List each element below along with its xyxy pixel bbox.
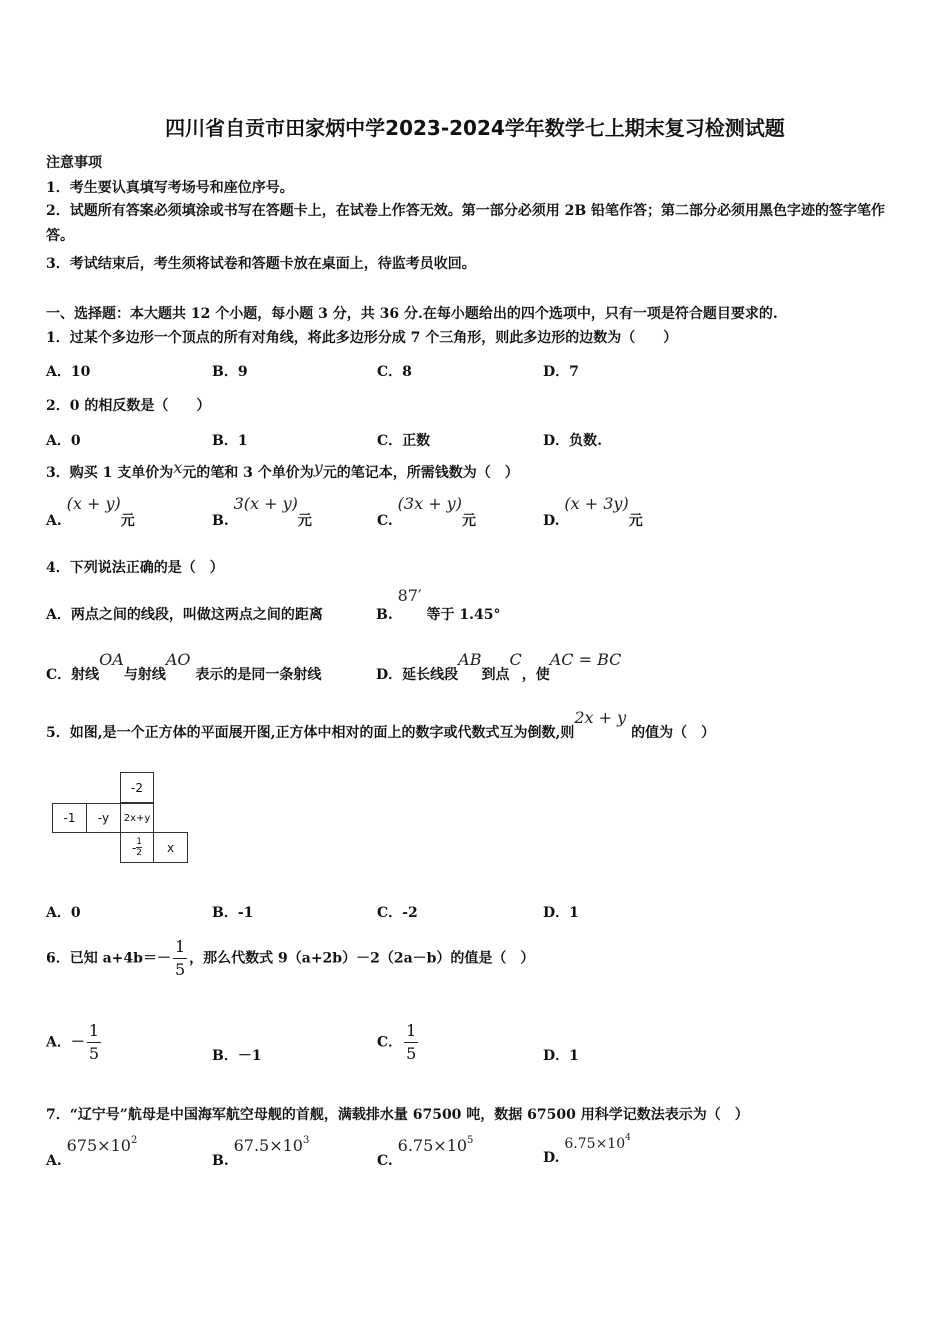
q5-option-b[interactable]: B．-1 <box>212 905 254 921</box>
page-title: 四川省自贡市田家炳中学2023-2024学年数学七上期末复习检测试题 <box>165 116 785 140</box>
q4-b-math: 87′ <box>397 586 422 605</box>
q7-option-d[interactable] <box>543 1133 631 1166</box>
q4-c-oa: OA <box>99 650 124 669</box>
q6-c-num: 1 <box>404 1020 418 1043</box>
q3-var-x: x <box>173 458 183 477</box>
q3-b-math: 3(x + y) <box>233 494 298 513</box>
q3-b-unit: 元 <box>297 513 312 529</box>
q7-c-label: C. <box>377 1153 393 1169</box>
q4-c-ao: AO <box>165 650 191 669</box>
q1-option-d[interactable]: D．7 <box>543 364 579 380</box>
q7-c-base: 6.75×10 <box>397 1136 468 1155</box>
q7-option-c[interactable] <box>377 1135 474 1169</box>
q1-option-b[interactable]: B．9 <box>212 364 248 380</box>
q3-c-math: (3x + y) <box>397 494 462 513</box>
q3-text-1: 3．购买 1 支单价为 <box>46 465 174 481</box>
q3-text-2: 元的笔和 3 个单价为 <box>182 465 314 481</box>
q4-d-ab: AB <box>458 650 482 669</box>
q6-option-d[interactable]: D．1 <box>543 1048 579 1064</box>
q4-d-c: C <box>509 650 522 669</box>
net-cell-center: 2x+y <box>120 803 154 833</box>
q7-a-exp: 2 <box>130 1135 138 1146</box>
q6-text-2: ，那么代数式 9（a+2b）－2（2a－b）的值是（ ） <box>189 950 535 967</box>
q6-c-fraction <box>404 1020 418 1065</box>
q7-d-label: D. <box>543 1150 560 1166</box>
notes-heading: 注意事项 <box>46 155 102 171</box>
net-bottom-minus: - <box>131 840 137 855</box>
q3-a-label: A. <box>46 513 62 529</box>
q6-frac-den: 5 <box>174 960 186 979</box>
q3-option-c[interactable] <box>377 494 476 529</box>
q3-option-b[interactable] <box>212 494 312 529</box>
q3-c-label: C. <box>377 513 393 529</box>
q3-option-d[interactable] <box>543 494 643 529</box>
q6-a-den: 5 <box>88 1044 100 1063</box>
q4-option-d[interactable] <box>376 650 622 683</box>
q6-a-fraction <box>87 1020 101 1065</box>
net-cell-bottom <box>120 832 154 863</box>
q6-option-a[interactable] <box>46 1020 103 1065</box>
q6-option-b[interactable]: B．－1 <box>212 1048 262 1064</box>
question-5-stem <box>46 708 716 741</box>
q7-b-base: 67.5×10 <box>233 1136 303 1155</box>
q4-d-text-2: 到点 <box>481 667 510 683</box>
q7-c-exp: 5 <box>467 1135 474 1146</box>
q6-c-label: C． <box>377 1034 403 1051</box>
q3-a-math: (x + y) <box>66 494 121 513</box>
net-cell-mid-left: -y <box>86 803 121 833</box>
net-bottom-fraction <box>136 837 142 858</box>
q2-option-a[interactable]: A．0 <box>46 433 81 449</box>
q5-option-a[interactable]: A．0 <box>46 905 81 921</box>
q4-c-text-1: C．射线 <box>46 667 100 683</box>
q6-option-c[interactable] <box>377 1020 420 1065</box>
q7-a-base: 675×10 <box>66 1136 131 1155</box>
q5-expr: 2x + y <box>574 708 627 727</box>
q3-d-unit: 元 <box>628 513 643 529</box>
q2-option-b[interactable]: B．1 <box>212 433 248 449</box>
q4-d-eq: AC = BC <box>549 650 622 669</box>
q5-text-2: 的值为（ ） <box>631 725 716 741</box>
q4-c-text-2: 与射线 <box>123 667 166 683</box>
section-heading: 一、选择题：本大题共 12 个小题，每小题 3 分，共 36 分.在每小题给出的四个选项中，只有一项是符合题目要求的. <box>46 306 778 322</box>
q3-text-3: 元的笔记本，所需钱数为（ ） <box>322 465 519 481</box>
q3-c-unit: 元 <box>461 513 476 529</box>
q4-b-text: 等于 1.45° <box>426 607 501 623</box>
q3-b-label: B. <box>212 513 229 529</box>
q7-d-base: 6.75×10 <box>564 1136 626 1152</box>
q2-option-c[interactable]: C．正数 <box>377 433 431 449</box>
q1-option-c[interactable]: C．8 <box>377 364 412 380</box>
q6-frac-num: 1 <box>173 936 187 959</box>
q3-d-math: (x + 3y) <box>564 494 629 513</box>
q6-text-1: 6．已知 a+4b＝－ <box>46 950 171 967</box>
q4-b-label: B. <box>376 607 393 623</box>
net-bottom-num: 1 <box>136 837 143 847</box>
q4-option-b[interactable] <box>376 586 501 623</box>
q7-a-label: A. <box>46 1153 62 1169</box>
net-cell-left: -1 <box>52 803 87 833</box>
question-6-stem <box>46 936 534 981</box>
q7-d-exp: 4 <box>625 1133 631 1143</box>
note-item-1: 1．考生要认真填写考场号和座位序号。 <box>46 180 294 196</box>
q4-option-a[interactable]: A．两点之间的线段，叫做这两点之间的距离 <box>46 607 323 623</box>
question-2-stem: 2．0 的相反数是（ ） <box>46 398 211 414</box>
q4-d-text-1: D．延长线段 <box>376 667 459 683</box>
q5-text-1: 5．如图,是一个正方体的平面展开图,正方体中相对的面上的数字或代数式互为倒数,则 <box>46 725 575 741</box>
q5-option-d[interactable]: D．1 <box>543 905 579 921</box>
question-3-stem <box>46 458 519 482</box>
cube-net-figure <box>52 772 192 866</box>
q6-a-num: 1 <box>87 1020 101 1043</box>
q3-var-y: y <box>313 458 323 477</box>
note-item-2: 2．试题所有答案必须填涂或书写在答题卡上，在试卷上作答无效。第一部分必须用 2B 铅笔作答；第二部分必须用黑色字迹的签字笔作答。 <box>46 203 886 244</box>
q7-option-b[interactable] <box>212 1135 310 1169</box>
question-1-stem: 1．过某个多边形一个顶点的所有对角线，将此多边形分成 7 个三角形，则此多边形的边数为（ ） <box>46 330 678 346</box>
net-cell-right: x <box>153 832 188 863</box>
q7-b-label: B. <box>212 1153 229 1169</box>
q7-b-exp: 3 <box>302 1135 310 1146</box>
question-4-stem: 4．下列说法正确的是（ ） <box>46 560 224 576</box>
question-7-stem: 7．“辽宁号”航母是中国海军航空母舰的首舰，满载排水量 67500 吨，数据 67500 用科学记数法表示为（ ） <box>46 1107 749 1123</box>
q4-d-text-3: ，使 <box>521 667 550 683</box>
q2-option-d[interactable]: D．负数. <box>543 433 603 449</box>
q6-fraction <box>173 936 187 981</box>
q3-option-a[interactable] <box>46 494 135 529</box>
q3-a-unit: 元 <box>120 513 135 529</box>
q3-d-label: D. <box>543 513 560 529</box>
note-item-3: 3．考试结束后，考生须将试卷和答题卡放在桌面上，待监考员收回。 <box>46 256 476 272</box>
q6-a-label: A．－ <box>46 1034 85 1051</box>
q1-option-a[interactable]: A．10 <box>46 364 91 380</box>
net-cell-top: -2 <box>120 772 154 803</box>
q5-option-c[interactable]: C．-2 <box>377 905 418 921</box>
q7-option-a[interactable] <box>46 1135 138 1169</box>
q4-c-text-3: 表示的是同一条射线 <box>195 667 322 683</box>
net-bottom-den: 2 <box>136 848 143 858</box>
q4-option-c[interactable] <box>46 650 322 683</box>
q6-c-den: 5 <box>406 1044 417 1063</box>
